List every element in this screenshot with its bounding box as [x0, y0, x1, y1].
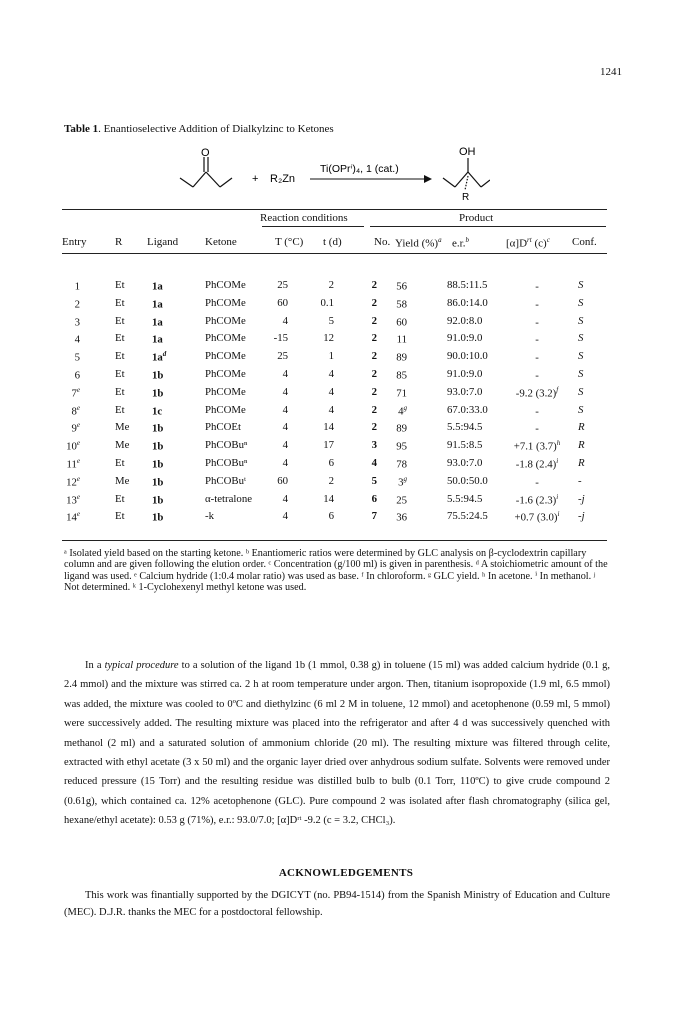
acknowledgements-text: This work was finantially supported by the DGICYT (no. PB94-1514) from the Spanish Ministry of Education and Culture (MEC). D.J.R. thanks the MEC for a postdoctoral fellowship.: [64, 890, 610, 918]
cell-time: 4: [328, 403, 334, 416]
cell-t: -15: [273, 332, 288, 345]
cell-r: Et: [115, 314, 125, 327]
procedure-italic: typical procedure: [104, 660, 179, 671]
arrow-label: Ti(OPrⁱ)₄, 1 (cat.): [320, 163, 399, 175]
cell-er: 75.5:24.5: [447, 510, 488, 523]
cell-yield: 4$^g$: [398, 403, 407, 418]
cell-t: 4: [282, 421, 288, 434]
cell-ketone: α-tetralone: [205, 492, 253, 505]
col-temperature: T (°C): [275, 236, 304, 248]
cell-yield: 36: [396, 511, 407, 524]
cell-no: 4: [371, 457, 377, 469]
col-rotation: $[\alpha]D^{rt}$ $(c)^c$: [506, 236, 550, 250]
cell-r: Et: [115, 368, 125, 380]
cell-er: 92.0:8.0: [447, 314, 483, 327]
cell-yield: 78: [396, 458, 407, 471]
cell-entry: 6: [74, 369, 80, 382]
conditions-rule: [262, 226, 364, 227]
col-r: R: [115, 236, 123, 248]
cell-alpha: -: [535, 333, 539, 346]
acknowledgements-heading: ACKNOWLEDGEMENTS: [278, 867, 414, 879]
cell-ligand: $1a^d$: [152, 350, 167, 364]
cell-conf: R: [578, 421, 585, 434]
cell-r: Me: [115, 439, 130, 452]
cell-ketone: PhCOBuⁿ: [205, 457, 248, 469]
cell-t: 4: [282, 368, 288, 380]
cell-yield: 11: [396, 333, 407, 346]
cell-time: 12: [323, 332, 334, 345]
cell-ligand: 1b: [152, 369, 164, 382]
cell-entry: 1: [74, 280, 80, 293]
cell-ketone: PhCOMe: [205, 350, 246, 363]
col-configuration: Conf.: [572, 236, 597, 248]
cell-er: 91.0:9.0: [447, 368, 483, 380]
product-hydroxyl: OH: [459, 146, 476, 158]
cell-yield: 95: [396, 440, 407, 453]
cell-alpha: -9.2 $(3.2)^f$: [515, 385, 559, 400]
cell-er: 91.0:9.0: [447, 332, 483, 345]
cell-ketone: -k: [205, 510, 214, 523]
product-r-group: R: [462, 192, 470, 203]
cell-entry: 4: [74, 333, 80, 346]
cell-ketone: PhCOMe: [205, 279, 246, 291]
col-er: e.r.$^b$: [452, 236, 469, 250]
cell-er: 93.0:7.0: [447, 385, 483, 398]
col-number: No.: [374, 236, 391, 248]
cell-yield: 60: [396, 316, 407, 329]
cell-no: 2: [371, 368, 377, 380]
cell-ligand: 1a: [152, 333, 163, 346]
cell-conf: S: [578, 332, 584, 345]
cell-ligand: 1b: [152, 476, 164, 489]
table-bottom-rule: [62, 540, 607, 541]
cell-conf: S: [578, 403, 584, 416]
cell-ligand: 1a: [152, 298, 163, 311]
cell-time: 0.1: [320, 296, 334, 309]
cell-no: 2: [371, 332, 377, 345]
cell-alpha: -: [535, 298, 539, 311]
cell-no: 2: [371, 385, 377, 398]
cell-alpha: -: [535, 476, 539, 489]
cell-yield: 56: [396, 280, 407, 293]
table-top-rule: [62, 209, 607, 210]
table-footnotes: ᵃ Isolated yield based on the starting ketone. ᵇ Enantiomeric ratios were determined by GLC analysis on β-cyclodextrin capillary column and are given following the elution order. ᶜ Concentration (g/100 ml) is given in parenthesis. ᵈ A stoichiometric amount of the ligand was used. ᵉ Calcium hydride (1:0.4 molar ratio) was used as base. ᶠ In chloroform. ᵍ GLC yield. ʰ In acetone. ⁱ In methanol. ʲ Not determined. ᵏ 1-Cyclohexenyl methyl ketone was used.: [64, 548, 608, 594]
cell-entry: 7e: [71, 385, 80, 400]
cell-conf: S: [578, 314, 584, 327]
cell-r: Et: [115, 350, 125, 363]
cell-ligand: 1b: [152, 422, 164, 435]
cell-ketone: PhCOMe: [205, 385, 246, 398]
product-structure: [443, 158, 490, 190]
cell-entry: 2: [74, 298, 80, 311]
procedure-paragraph: In a typical procedure to a solution of the ligand 1b (1 mmol, 0.38 g) in toluene (15 ml) was added calcium hydride (0.1 g, 2.4 mmol) and the mixture was stirred ca. 2 h at room temperature under argon. Then, titanium isopropoxide (1.9 ml, 6.5 mmol) was added, the mixture was cooled to 0ºC and diethylzinc (6 ml 2 M in toluene, 12 mmol) and acetophenone (0.59 ml, 5 mmol) were successively added. The resulting mixture was placed into the refrigerator and after 4 d was successively quenched with methanol (2 ml) and a saturated solution of ammonium chloride (20 ml). The resulting mixture was filtered through celite, extracted with ethyl acetate (3 x 50 ml) and the organic layer dried over anhydrous sodium sulfate. Solvents were removed under reduced pressure (15 Torr) and the resulting residue was distilled bulb to bulb (0.1 Torr, 110ºC) to give crude compound 2 (0.61g), which contained ca. 12% acetophenone (GLC). Pure compound 2 was isolated after flash chromatography (silica gel, hexane/ethyl acetate): 0.53 g (71%), e.r.: 93.0/7.0; [α]Dʳᵗ -9.2 (c = 3.2, CHCl₃).: [64, 660, 610, 827]
cell-conf: S: [578, 279, 584, 291]
cell-alpha: -: [535, 351, 539, 364]
col-entry: Entry: [62, 236, 87, 248]
cell-yield: 3$^g$: [398, 474, 407, 489]
cell-ligand: 1c: [152, 405, 163, 418]
table-caption-label: Table 1: [64, 123, 99, 135]
cell-ketone: PhCOEt: [205, 421, 241, 434]
cell-entry: 5: [74, 351, 80, 364]
cell-ketone: PhCOBuⁿ: [205, 439, 248, 452]
cell-yield: 89: [396, 351, 407, 364]
cell-er: 90.0:10.0: [447, 350, 488, 363]
col-ligand: Ligand: [147, 236, 179, 248]
cell-r: Et: [115, 385, 125, 398]
cell-ketone: PhCOMe: [205, 332, 246, 345]
cell-er: 93.0:7.0: [447, 457, 483, 469]
table-caption: [64, 123, 334, 135]
table-caption-text: . Enantioselective Addition of Dialkylzinc to Ketones: [98, 123, 334, 135]
cell-alpha: -: [535, 369, 539, 382]
cell-entry: 10e: [66, 439, 80, 453]
scheme-plus: +: [252, 173, 259, 185]
cell-entry: 9e: [71, 421, 80, 435]
cell-no: 2: [371, 296, 377, 309]
cell-entry: 13e: [66, 492, 80, 507]
cell-t: 4: [282, 510, 288, 523]
cell-ketone: PhCOBuᵗ: [205, 474, 247, 487]
cell-er: 86.0:14.0: [447, 296, 488, 309]
cell-conf: S: [578, 296, 584, 309]
cell-time: 14: [323, 492, 334, 505]
cell-t: 60: [277, 474, 288, 487]
cell-conf: -j: [578, 492, 585, 505]
cell-time: 4: [328, 368, 334, 380]
cell-no: 5: [371, 474, 377, 487]
cell-r: Et: [115, 296, 125, 309]
cell-t: 4: [282, 457, 288, 469]
cell-time: 14: [323, 421, 334, 434]
cell-ligand: 1b: [152, 494, 164, 507]
page-number: 1241: [600, 66, 622, 78]
cell-no: 7: [371, 510, 377, 523]
col-time: t (d): [323, 236, 342, 248]
cell-no: 2: [371, 314, 377, 327]
cell-yield: 89: [396, 422, 407, 435]
reaction-scheme: [160, 142, 490, 206]
col-ketone: Ketone: [205, 236, 237, 248]
cell-alpha: -: [535, 316, 539, 329]
group-header-product: Product: [459, 212, 494, 224]
cell-no: 6: [371, 492, 377, 505]
cell-er: 91.5:8.5: [447, 439, 483, 452]
cell-time: 4: [328, 385, 334, 398]
cell-alpha: +7.1 $(3.7)^h$: [513, 439, 561, 453]
cell-alpha: -1.6 $(2.3)^i$: [515, 492, 559, 507]
cell-ketone: PhCOMe: [205, 368, 246, 380]
cell-entry: 12e: [66, 474, 80, 489]
cell-ketone: PhCOMe: [205, 403, 246, 416]
cell-no: 3: [371, 439, 377, 452]
cell-ligand: 1a: [152, 280, 163, 293]
cell-entry: 11e: [66, 457, 80, 471]
cell-conf: R: [578, 457, 585, 469]
cell-r: Et: [115, 332, 125, 345]
cell-er: 5.5:94.5: [447, 492, 483, 505]
cell-no: 2: [371, 279, 377, 291]
reagent-dialkylzinc: R₂Zn: [270, 173, 296, 185]
cell-ligand: 1b: [152, 440, 164, 453]
cell-t: 4: [282, 314, 288, 327]
cell-no: 2: [371, 350, 377, 363]
cell-alpha: -: [535, 422, 539, 435]
cell-r: Et: [115, 492, 125, 505]
cell-t: 4: [282, 403, 288, 416]
cell-t: 25: [277, 350, 288, 363]
cell-alpha: -: [535, 405, 539, 418]
cell-ligand: 1b: [152, 511, 164, 524]
cell-conf: R: [578, 439, 585, 452]
cell-entry: 3: [74, 316, 80, 329]
cell-time: 2: [328, 474, 334, 487]
group-header-conditions: Reaction conditions: [260, 212, 348, 224]
cell-r: Et: [115, 403, 125, 416]
header-bottom-rule: [62, 253, 607, 254]
cell-conf: S: [578, 385, 584, 398]
product-rule: [370, 226, 606, 227]
cell-yield: 71: [396, 387, 407, 400]
cell-er: 88.5:11.5: [447, 279, 488, 291]
cell-r: Et: [115, 510, 125, 523]
cell-er: 50.0:50.0: [447, 474, 488, 487]
cell-t: 4: [282, 385, 288, 398]
cell-time: 17: [323, 439, 334, 452]
cell-er: 67.0:33.0: [447, 403, 488, 416]
cell-t: 60: [277, 296, 288, 309]
cell-ketone: PhCOMe: [205, 314, 246, 327]
cell-time: 1: [328, 350, 334, 363]
cell-time: 6: [328, 457, 334, 469]
cell-t: 25: [277, 279, 288, 291]
cell-r: Me: [115, 474, 130, 487]
cell-ketone: PhCOMe: [205, 296, 246, 309]
cell-r: Me: [115, 421, 130, 434]
cell-er: 5.5:94.5: [447, 421, 483, 434]
cell-time: 2: [328, 279, 334, 291]
procedure-text: to a solution of the ligand 1b (1 mmol, 0.38 g) in toluene (15 ml) was added calcium hydride (0.1 g, 2.4 mmol) and the mixture was stirred ca. 2 h at room temperature under argon. Then, titanium isopropoxide (1.9 ml, 6.5 mmol) was added, the mixture was cooled to 0ºC and diethylzinc (6 ml 2 M in toluene, 12 mmol) and acetophenone (0.59 ml, 5 mmol) were successively added. The resulting mixture was placed into the refrigerator and after 4 d was successively quenched with methanol (2 ml) and a saturated solution of ammonium chloride (20 ml). The resulting mixture was filtered through celite, extracted with ethyl acetate (3 x 50 ml) and the organic layer dried over anhydrous sodium sulfate. Solvents were removed under reduced pressure (15 Torr) and the resulting residue was distilled bulb to bulb (0.1 Torr, 110ºC) to give crude compound 2 (0.61g), which contained ca. 12% acetophenone (GLC). Pure compound 2 was isolated after flash chromatography (silica gel, hexane/ethyl acetate): 0.53 g (71%), e.r.: 93.0/7.0; [α]Dʳᵗ -9.2 (c = 3.2, CHCl₃).: [64, 660, 610, 827]
cell-no: 2: [371, 421, 377, 434]
cell-ligand: 1b: [152, 387, 164, 400]
cell-yield: 58: [396, 298, 407, 311]
cell-conf: S: [578, 350, 584, 363]
cell-r: Et: [115, 457, 125, 469]
cell-time: 5: [328, 314, 334, 327]
col-yield: Yield (%)$^a$: [395, 236, 442, 250]
cell-alpha: -1.8 $(2.4)^i$: [515, 457, 559, 471]
cell-ligand: 1b: [152, 458, 164, 471]
cell-alpha: -: [535, 280, 539, 293]
cell-ligand: 1a: [152, 316, 163, 329]
cell-conf: S: [578, 368, 584, 380]
cell-time: 6: [328, 510, 334, 523]
ketone-structure: [180, 157, 232, 187]
cell-entry: 8e: [71, 403, 80, 418]
cell-t: 4: [282, 439, 288, 452]
cell-conf: -j: [578, 510, 585, 523]
cell-yield: 85: [396, 369, 407, 382]
cell-yield: 25: [396, 494, 407, 507]
arrow-head-icon: [424, 175, 432, 183]
cell-conf: -: [578, 474, 582, 487]
ketone-oxygen: O: [201, 147, 210, 159]
cell-t: 4: [282, 492, 288, 505]
cell-entry: 14e: [66, 510, 80, 524]
cell-r: Et: [115, 279, 125, 291]
cell-alpha: +0.7 $(3.0)^i$: [514, 510, 560, 524]
cell-no: 2: [371, 403, 377, 416]
